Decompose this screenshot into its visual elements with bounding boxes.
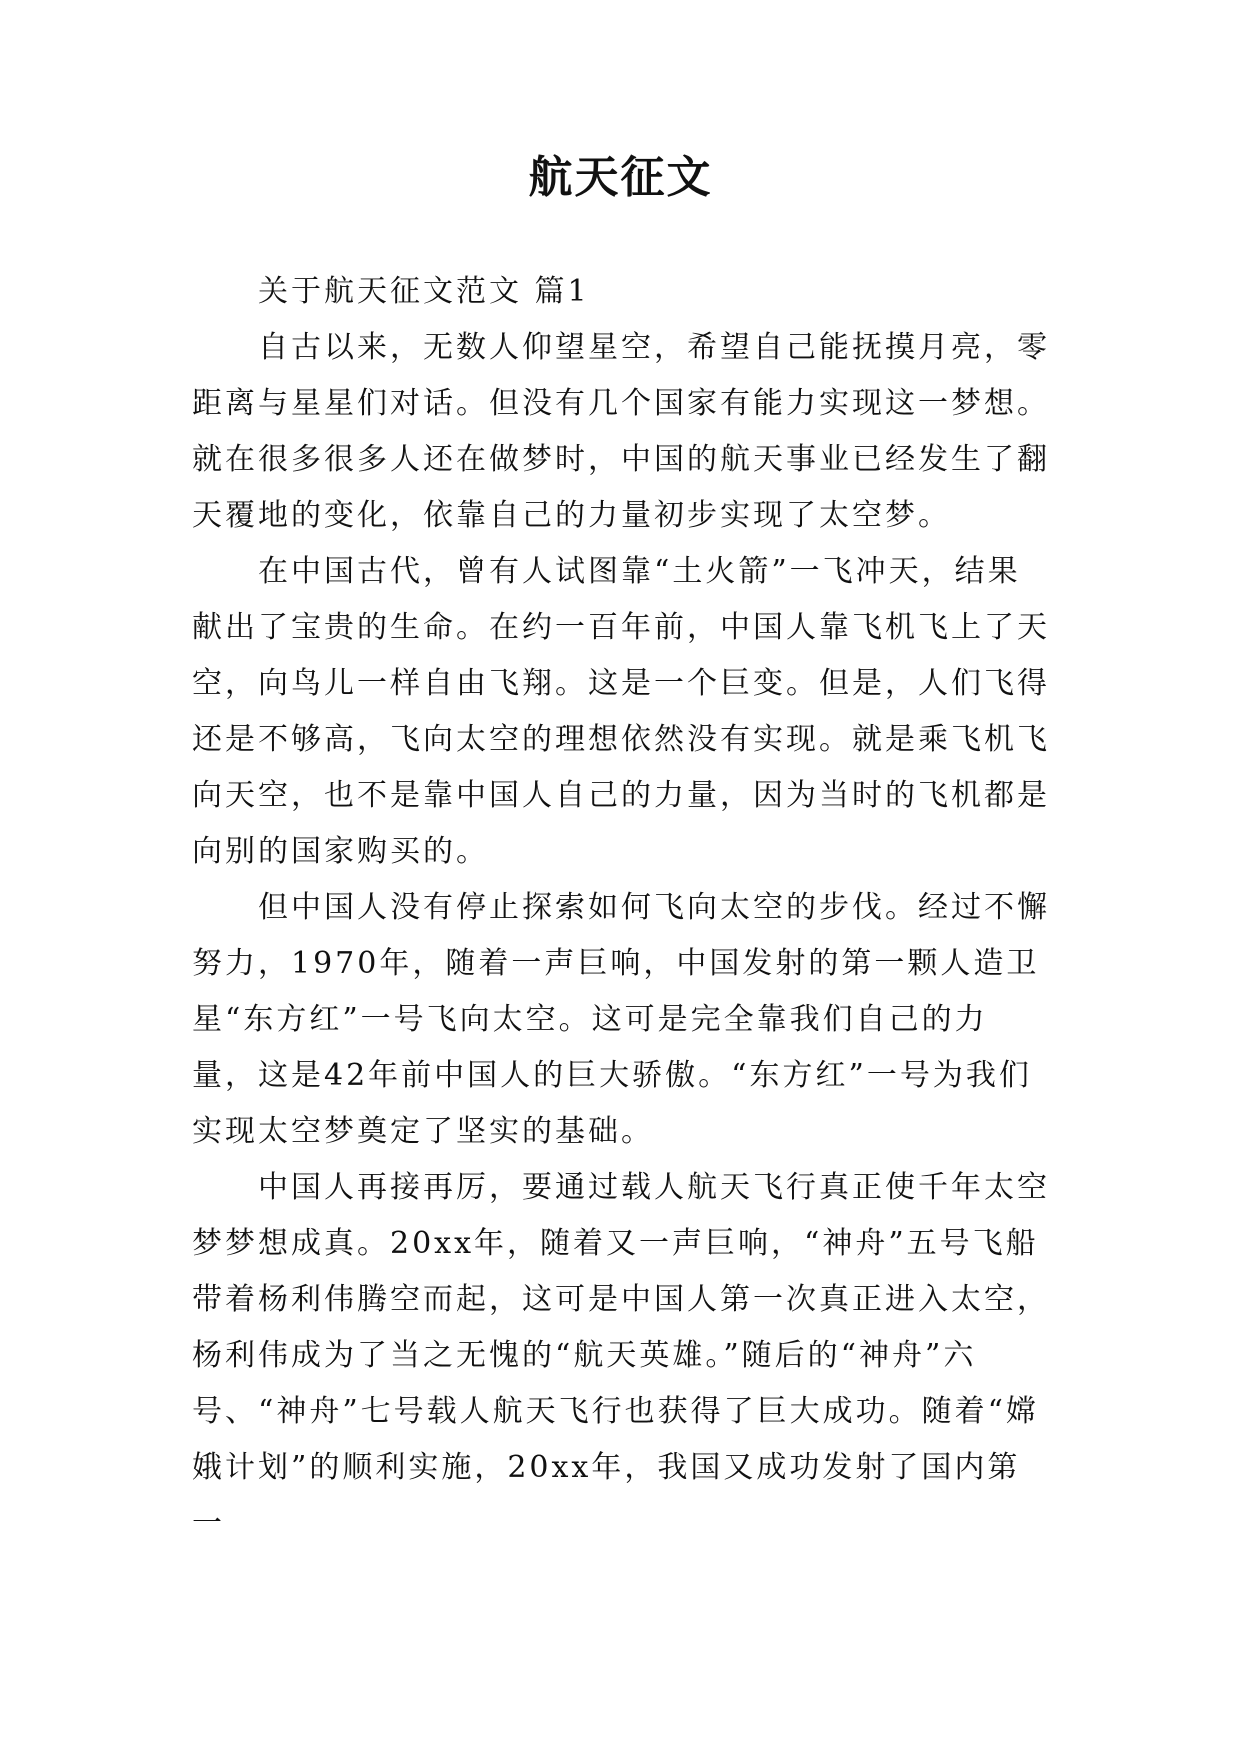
document-title: 航天征文 xyxy=(528,152,713,203)
document-body xyxy=(192,264,1052,1552)
paragraph-2: 在中国古代，曾有人试图靠“土火箭”一飞冲天，结果献出了宝贵的生命。在约一百年前，中国人靠飞机飞上了天空，向鸟儿一样自由飞翔。这是一个巨变。但是，人们飞得还是不够高，飞向太空的理想依然没有实现。就是乘飞机飞向天空，也不是靠中国人自己的力量，因为当时的飞机都是向别的国家购买的。 xyxy=(192,554,1050,869)
paragraph-3: 但中国人没有停止探索如何飞向太空的步伐。经过不懈努力，1970年，随着一声巨响，中国发射的第一颗人造卫星“东方红”一号飞向太空。这可是完全靠我们自己的力量，这是42年前中国人的巨大骄傲。“东方红”一号为我们实现太空梦奠定了坚实的基础。 xyxy=(192,890,1050,1149)
paragraph-1: 自古以来，无数人仰望星空，希望自己能抚摸月亮，零距离与星星们对话。但没有几个国家有能力实现这一梦想。就在很多很多人还在做梦时，中国的航天事业已经发生了翻天覆地的变化，依靠自己的力量初步实现了太空梦。 xyxy=(192,330,1050,533)
section-heading: 关于航天征文范文 篇1 xyxy=(258,274,590,309)
paragraph-4: 中国人再接再厉，要通过载人航天飞行真正使千年太空梦梦想成真。20xx年，随着又一声巨响，“神舟”五号飞船带着杨利伟腾空而起，这可是中国人第一次真正进入太空，杨利伟成为了当之无愧的“航天英雄。”随后的“神舟”六号、“神舟”七号载人航天飞行也获得了巨大成功。随着“嫦娥计划”的顺利实施，20xx年，我国又成功发射了国内第一 xyxy=(192,1170,1050,1541)
